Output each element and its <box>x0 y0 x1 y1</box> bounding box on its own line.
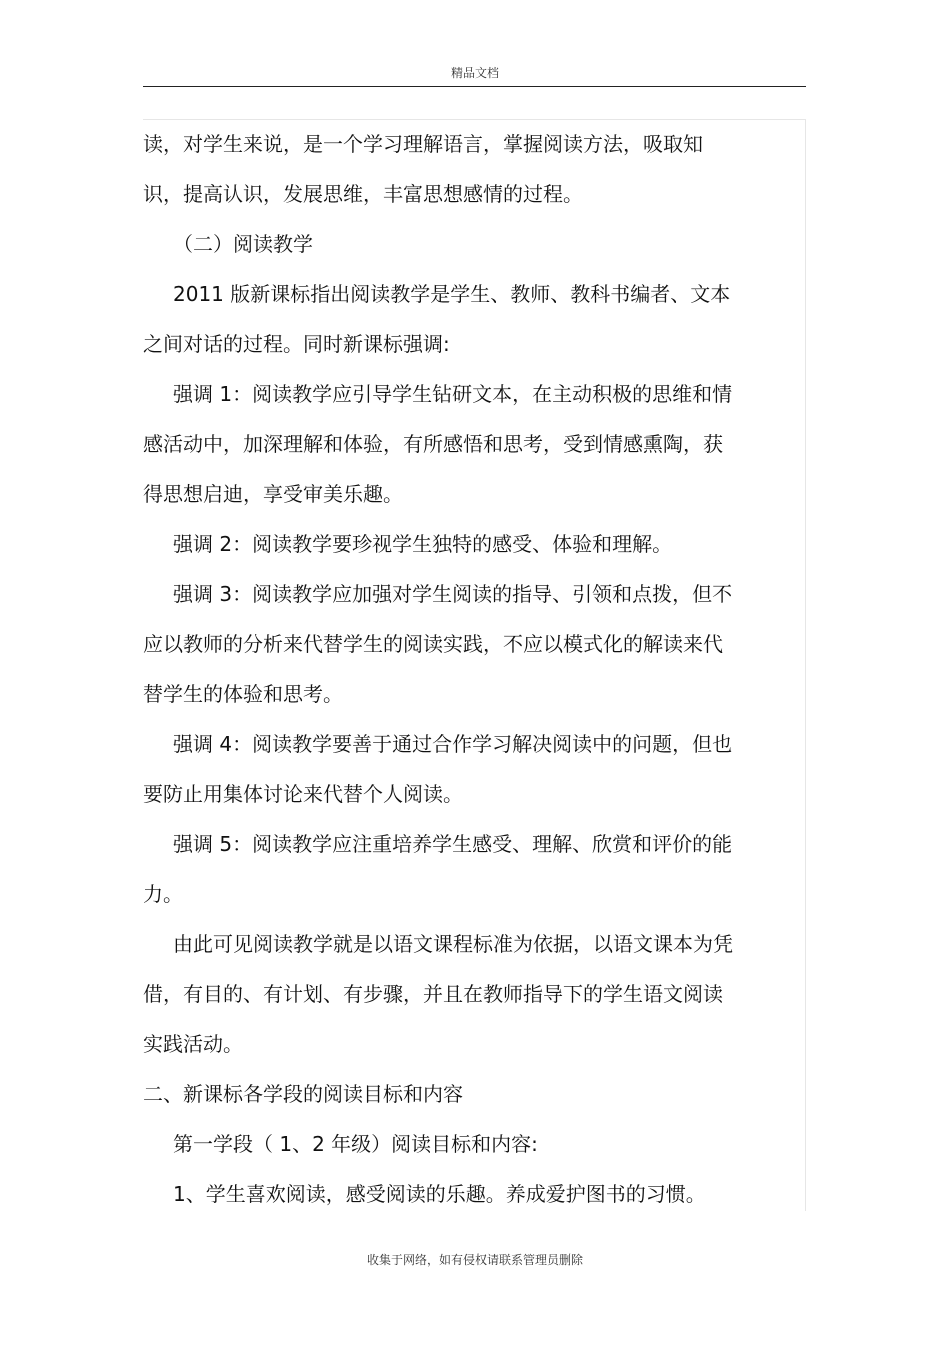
text-line: 强调 1：阅读教学应引导学生钻研文本，在主动积极的思维和情 <box>173 382 733 406</box>
text-line: 强调 3：阅读教学应加强对学生阅读的指导、引领和点拨，但不 <box>173 582 733 606</box>
text-line: （二）阅读教学 <box>173 232 313 256</box>
text-line: 力。 <box>143 882 183 906</box>
text-line: 第一学段（ 1、2 年级）阅读目标和内容: <box>173 1132 538 1156</box>
text-line: 强调 4：阅读教学要善于通过合作学习解决阅读中的问题，但也 <box>173 732 733 756</box>
text-line: 应以教师的分析来代替学生的阅读实践，不应以模式化的解读来代 <box>143 632 723 656</box>
page-header: 精品文档 <box>450 66 499 80</box>
text-line: 2011 版新课标指出阅读教学是学生、教师、教科书编者、文本 <box>173 282 731 306</box>
text-line: 要防止用集体讨论来代替个人阅读。 <box>143 782 463 806</box>
text-line: 实践活动。 <box>143 1032 243 1056</box>
text-line: 强调 5：阅读教学应注重培养学生感受、理解、欣赏和评价的能 <box>173 832 733 856</box>
text-line: 替学生的体验和思考。 <box>143 682 343 706</box>
text-line: 强调 2：阅读教学要珍视学生独特的感受、体验和理解。 <box>173 532 673 556</box>
text-line: 得思想启迪，享受审美乐趣。 <box>143 482 403 506</box>
text-line: 借，有目的、有计划、有步骤，并且在教师指导下的学生语文阅读 <box>143 982 723 1006</box>
text-line: 读，对学生来说，是一个学习理解语言，掌握阅读方法，吸取知 <box>143 132 703 156</box>
text-line: 之间对话的过程。同时新课标强调: <box>143 332 450 356</box>
text-line: 由此可见阅读教学就是以语文课程标准为依据，以语文课本为凭 <box>173 932 733 956</box>
text-line: 识，提高认识，发展思维，丰富思想感情的过程。 <box>143 182 583 206</box>
page-footer: 收集于网络，如有侵权请联系管理员删除 <box>366 1253 583 1267</box>
text-line: 二、新课标各学段的阅读目标和内容 <box>143 1082 463 1106</box>
document-body <box>143 128 763 1228</box>
text-line: 1、学生喜欢阅读，感受阅读的乐趣。养成爱护图书的习惯。 <box>173 1182 706 1206</box>
header-divider <box>143 86 806 87</box>
text-line: 感活动中，加深理解和体验，有所感悟和思考，受到情感熏陶，获 <box>143 432 723 456</box>
